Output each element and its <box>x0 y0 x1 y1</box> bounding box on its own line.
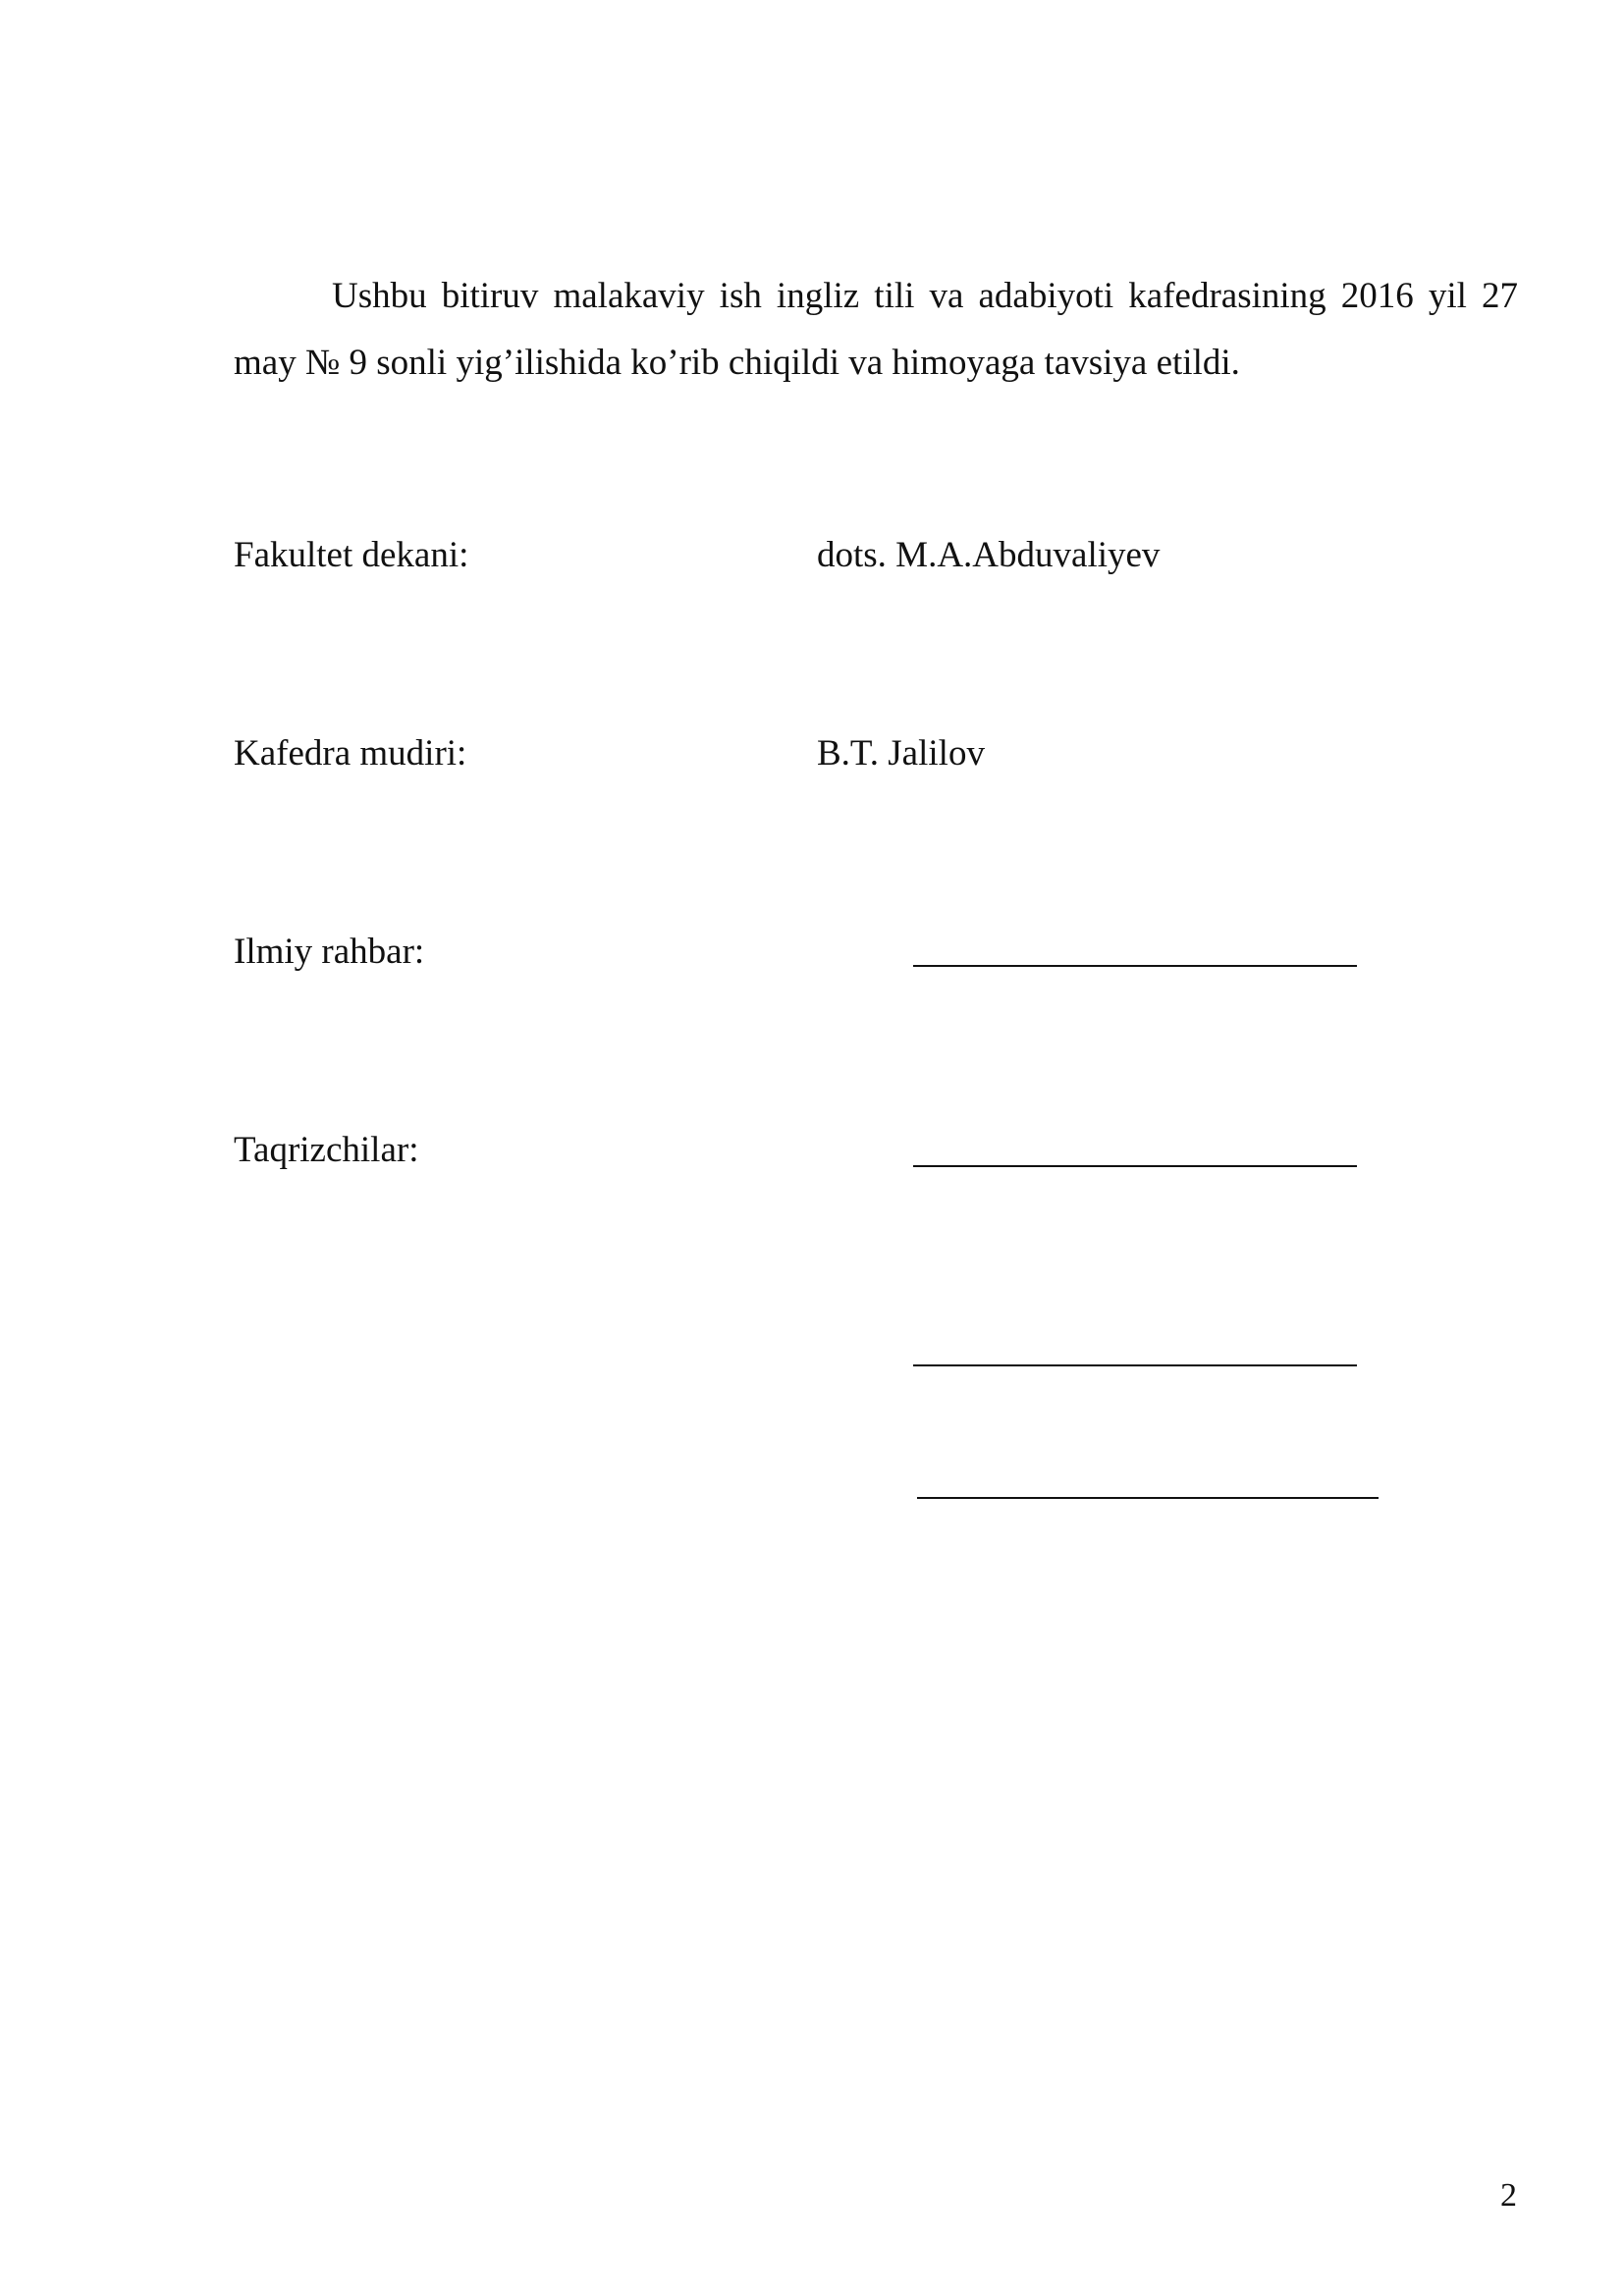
supervisor-label: Ilmiy rahbar: <box>234 932 425 972</box>
reviewer-signature-line <box>917 1497 1379 1499</box>
department-head-name: B.T. Jalilov <box>817 733 985 774</box>
approval-paragraph: Ushbu bitiruv malakaviy ish ingliz tili va adabiyoti kafedrasining 2016 yil 27 may № 9 sonli yig’ilishida ko’rib chiqildi va himoyaga tavsiya etildi. <box>234 276 1518 383</box>
dean-name: dots. M.A.Abduvaliyev <box>817 535 1161 575</box>
reviewer-signature-line <box>913 1165 1357 1167</box>
page-number: 2 <box>1500 2177 1517 2214</box>
reviewers-label: Taqrizchilar: <box>234 1130 419 1170</box>
reviewer-signature-line <box>913 1364 1357 1366</box>
dean-label: Fakultet dekani: <box>234 535 469 575</box>
department-head-label: Kafedra mudiri: <box>234 733 467 774</box>
supervisor-signature-line <box>913 965 1357 967</box>
